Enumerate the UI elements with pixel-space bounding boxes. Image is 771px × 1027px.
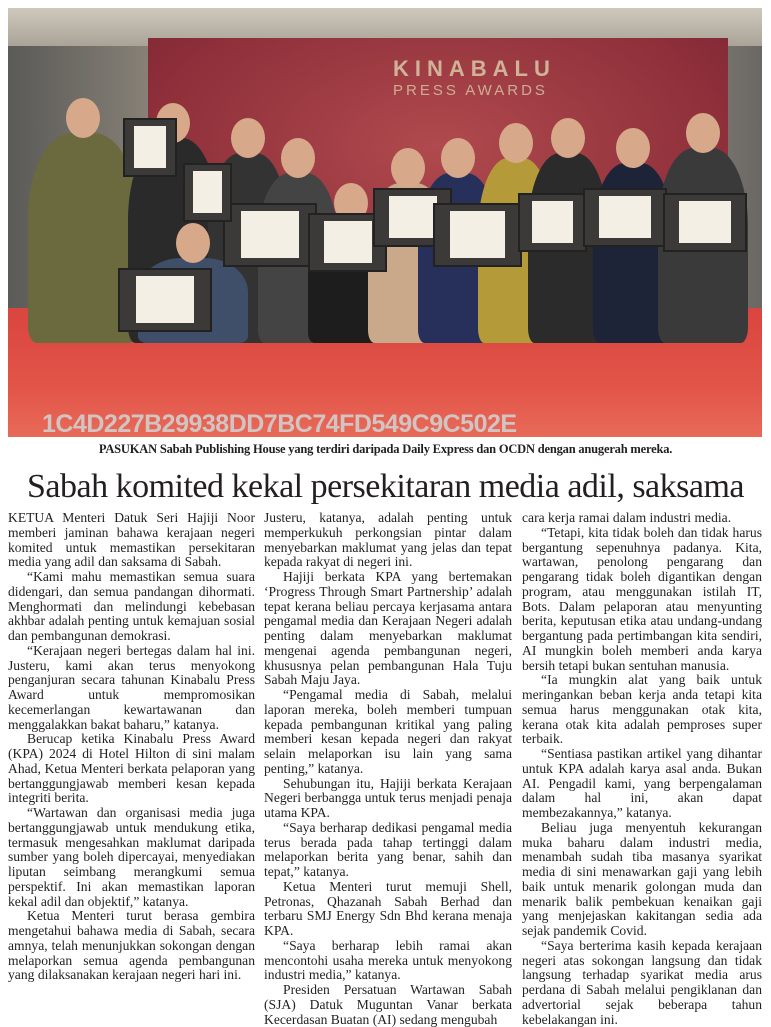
person-head xyxy=(551,118,585,158)
article-paragraph: “Saya berharap lebih ramai akan mencontohi usaha mereka untuk menyokong industri media,” katanya. xyxy=(264,937,512,983)
article-paragraph: “Ia mungkin alat yang baik untuk meringankan beban kerja anda tetapi kita semua harus menggunakan otak kita, kerana otak kita adalah pemproses super terbaik. xyxy=(522,672,762,747)
award-certificate xyxy=(663,193,747,252)
article-column-2 xyxy=(264,511,512,1027)
article-paragraph: KETUA Menteri Datuk Seri Hajiji Noor memberi jaminan bahawa kerajaan negeri komited untuk memastikan persekitaran media yang adil dan saksama di Sabah. xyxy=(8,510,255,570)
person-head xyxy=(176,223,210,263)
award-certificate xyxy=(518,193,587,252)
article-paragraph: cara kerja ramai dalam industri media. xyxy=(522,510,732,525)
person-head xyxy=(616,128,650,168)
person-head xyxy=(686,113,720,153)
watermark: 1C4D227B29938DD7BC74FD549C9C502E xyxy=(42,410,517,437)
article-paragraph: “Kerajaan negeri bertegas dalam hal ini. Justeru, kami akan terus menyokong penganjuran secara tahunan Kinabalu Press Award untuk mempromosikan kecemerlangan kewartawanan dan menggalakkan bakat baharu,” katanya. xyxy=(8,642,255,732)
article-paragraph: “Tetapi, kita tidak boleh dan tidak harus bergantung sepenuhnya padanya. Kita, wartawan, penolong pengarang dan pengarang tidak boleh digantikan dengan program, atau menggunakan istilah IT, Bots. Dalam pelaporan atau menyunting berita, keputusan etika atau undang-undang bergantung pada pertimbangan kita sendiri, AI mungkin boleh memberi anda karya bersih tetapi bukan sentuhan manusia. xyxy=(522,524,762,673)
award-certificate xyxy=(123,118,177,177)
award-certificate xyxy=(183,163,232,222)
group-photo xyxy=(8,8,762,437)
article-column-1 xyxy=(8,511,255,983)
article-paragraph: “Saya berharap dedikasi pengamal media terus berada pada tahap tertinggi dalam melaporkan berita yang benar, sahih dan tepat,” katanya. xyxy=(264,819,512,879)
article-paragraph: Ketua Menteri turut memuji Shell, Petronas, Qhazanah Sabah Berhad dan terbaru SMJ Energy Sdn Bhd kerana menaja KPA. xyxy=(264,878,512,938)
person-head xyxy=(391,148,425,188)
award-certificate xyxy=(118,268,212,332)
person-head xyxy=(499,123,533,163)
award-certificate xyxy=(433,203,522,267)
article-paragraph: “Pengamal media di Sabah, melalui laporan mereka, boleh memberi tumpuan kepada pembangunan kritikal yang paling memberi kesan kepada negeri dan rakyat selain melaporkan isu lain yang sama penting,” katanya. xyxy=(264,687,512,776)
article-paragraph: Presiden Persatuan Wartawan Sabah (SJA) Datuk Muguntan Vanar berkata Kecerdasan Buatan (AI) sedang mengubah xyxy=(264,982,512,1027)
article-paragraph: Beliau juga menyentuh kekurangan muka baharu dalam industri media, menambah sudah tiba masanya syarikat media di sini menawarkan gaji yang lebih baik untuk menarik golongan muda dan menarik balik pembekuan kenaikan gaji yang menjejaskan kakitangan sedia ada sejak pandemik Covid. xyxy=(522,819,762,938)
article-paragraph: Justeru, katanya, adalah penting untuk memperkukuh perkongsian pintar dalam menyebarkan maklumat yang jelas dan tepat kepada rakyat di negeri ini. xyxy=(264,510,512,570)
article-paragraph: Ketua Menteri turut berasa gembira mengetahui bahawa media di Sabah, secara amnya, telah menunjukkan sokongan dengan melaporkan semua agenda pembangunan yang dilaksanakan kerajaan negeri hari ini. xyxy=(8,908,255,983)
backdrop-logo-subtext: PRESS AWARDS xyxy=(393,82,548,99)
article-paragraph: Sehubungan itu, Hajiji berkata Kerajaan Negeri berbangga untuk terus menjadi penaja utama KPA. xyxy=(264,775,512,820)
person-head xyxy=(66,98,100,138)
award-certificate xyxy=(223,203,317,267)
photo-caption: PASUKAN Sabah Publishing House yang terdiri daripada Daily Express dan OCDN dengan anugerah mereka. xyxy=(98,442,673,456)
person-head xyxy=(281,138,315,178)
article-column-3 xyxy=(522,511,762,1027)
article-paragraph: “Kami mahu memastikan semua suara didengari, dan semua pandangan dihormati. Menghormati dan melindungi kebebasan akhbar adalah penting untuk kemajuan sosial dan pembangunan demokrasi. xyxy=(8,569,255,643)
headline: Sabah komited kekal persekitaran media adil, saksama xyxy=(26,468,745,505)
award-certificate xyxy=(583,188,667,247)
person-head xyxy=(231,118,265,158)
article-paragraph: “Saya berterima kasih kepada kerajaan negeri atas sokongan langsung dan tidak langsung terhadap syarikat media arus perdana di Sabah melalui pengiklanan dan advertorial sejak beberapa tahun kebelakangan ini. xyxy=(522,937,762,1027)
person-head xyxy=(441,138,475,178)
article-paragraph: Hajiji berkata KPA yang bertemakan ‘Progress Through Smart Partnership’ adalah tepat kerana beliau percaya kerjasama antara pengamal media dan Kerajaan Negeri adalah penting dalam menyebarkan maklumat mengenai agenda pembangunan negeri, khususnya pelan pembangunan Hala Tuju Sabah Maju Jaya. xyxy=(264,569,512,688)
article-paragraph: Berucap ketika Kinabalu Press Award (KPA) 2024 di Hotel Hilton di sini malam Ahad, Ketua Menteri berkata pelaporan yang bertanggungjawab memberi kesan kepada integriti berita. xyxy=(8,731,255,806)
article-paragraph: “Wartawan dan organisasi media juga bertanggungjawab untuk mendukung etika, termasuk mengesahkan maklumat daripada sumber yang boleh dipercayai, menyediakan liputan seimbang merangkumi semua perspektif. Ini akan memastikan laporan kekal adil dan objektif,” katanya. xyxy=(8,805,255,909)
article-paragraph: “Sentiasa pastikan artikel yang dihantar untuk KPA adalah karya asal anda. Bukan AI. Pengadil kami, yang berpengalaman dalam hal ini, akan dapat membezakannya,” katanya. xyxy=(522,746,762,820)
backdrop-logo-text: KINABALU xyxy=(393,56,556,81)
